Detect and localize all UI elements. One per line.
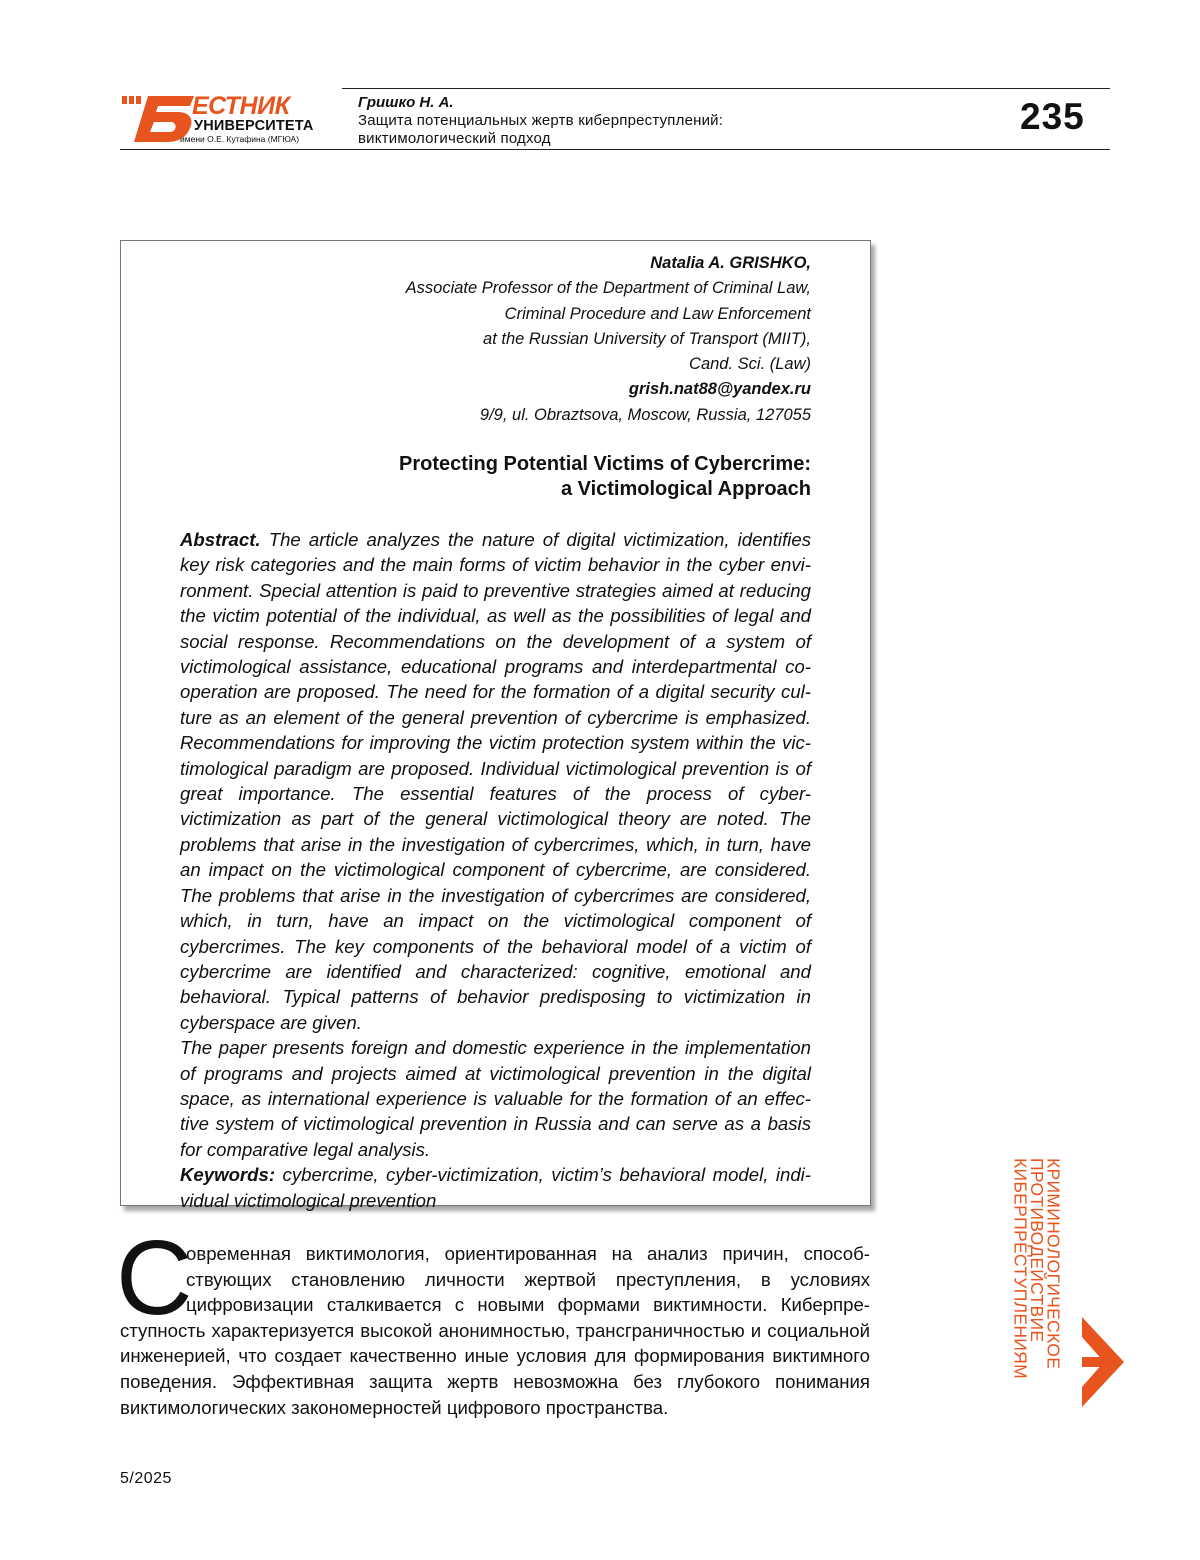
rubric-line-3: КИБЕРПРЕСТУПЛЕНИЯМ	[1012, 1158, 1029, 1379]
keywords-list: cybercrime, cyber-victimization, victim’s behavioral model, indi­vidual victimological prevention	[180, 1164, 811, 1210]
running-author: Гришко Н. А.	[358, 94, 454, 112]
body-paragraph-text: овременная виктимология, ориентированная на анализ причин, способ­ствующих становлению личности жертвой преступления, в условиях цифровизации сталкивается с новыми формами виктимности. Киберпре­ступность характеризуется высокой анонимностью, трансграничностью и соци­альной инженерией, что создает качественно иные условия для формирования виктимного поведения. Эффективная защита жертв невозможна без глубокого понимания виктимологических закономерностей цифрового пространства.	[120, 1243, 870, 1418]
body-paragraph	[120, 1241, 870, 1420]
running-title-line-2: виктимологический подход	[358, 130, 723, 148]
abstract-body: The article analyzes the nature of digital victimization, identifies key risk categories and the main forms of victim behavior in the cyber envi­ronment. Special attention is paid to preventive strategies aimed at reduc­ing the victim potential of the individual, as well as the possibilities of legal and social response. Recommendations on the development of a system of victimological assistance, educational programs and interdepartmental co­operation are proposed. The need for the formation of a digital security cul­ture as an element of the general prevention of cybercrime is emphasized. Recommendations for improving the victim protection system within the vic­timological paradigm are proposed. Individual victimological prevention is of great importance. The essential features of the process of cyber-victimization as part of the general victimological theory are noted. The problems that arise in the investigation of cybercrimes, which, in turn, have an impact on the victimological component of cybercrime, are considered. The problems that arise in the investigation of cybercrimes are considered, which, in turn, have an impact on the victimological component of cybercrimes. The key components of the behavioral model of a victim of cybercrime are identified and characterized: cognitive, emotional and behavioral. Typical patterns of behavior predisposing to victimization in cyberspace are given.	[180, 529, 811, 1033]
author-email[interactable]: grish.nat88@yandex.ru	[406, 377, 811, 402]
issue-number: 5/2025	[120, 1470, 172, 1488]
logo-title: ЕСТНИК	[192, 94, 289, 119]
author-position-line: Criminal Procedure and Law Enforcement	[406, 302, 811, 327]
paper-title-line-1: Protecting Potential Victims of Cybercrime:	[399, 452, 811, 477]
keywords-label: Keywords:	[180, 1164, 275, 1185]
paper-title	[399, 452, 811, 502]
logo-subtitle-2: имени О.Е. Кутафина (МГЮА)	[180, 134, 299, 144]
abstract-paragraph	[180, 527, 811, 1035]
author-name: Natalia A. GRISHKO,	[406, 251, 811, 276]
rubric-line-2: ПРОТИВОДЕЙСТВИЕ	[1029, 1158, 1046, 1379]
keywords	[180, 1162, 811, 1213]
author-address: 9/9, ul. Obraztsova, Moscow, Russia, 127055	[406, 403, 811, 428]
abstract-paragraph-2: The paper presents foreign and domestic experience in the implementation of programs and projects aimed at victimological prevention in the digital space, as international experience is valuable for the formation of an effec­tive system of victimological prevention in Russia and can serve as a basis for comparative legal analysis.	[180, 1035, 811, 1162]
page-number: 235	[1020, 97, 1085, 137]
author-degree: Cand. Sci. (Law)	[406, 352, 811, 377]
author-position-line: at the Russian University of Transport (MIIT),	[406, 327, 811, 352]
abstract-label: Abstract.	[180, 529, 261, 550]
rubric-line-1: КРИМИНОЛОГИЧЕСКОЕ	[1045, 1158, 1062, 1379]
abstract-box	[120, 240, 871, 1206]
section-rubric-text	[1012, 1158, 1062, 1379]
header-bottom-rule	[120, 149, 1110, 150]
drop-cap: С	[116, 1228, 193, 1328]
author-info	[406, 251, 811, 428]
drop-cap-spacer	[120, 1241, 186, 1317]
author-position-line: Associate Professor of the Department of Criminal Law,	[406, 276, 811, 301]
running-title	[358, 112, 723, 148]
section-rubric	[1012, 1158, 1068, 1418]
journal-logo	[120, 94, 320, 146]
running-title-line-1: Защита потенциальных жертв киберпреступлений:	[358, 112, 723, 130]
header-top-rule	[342, 88, 1110, 89]
paper-title-line-2: a Victimological Approach	[399, 477, 811, 502]
section-arrow-icon	[1078, 1313, 1128, 1411]
abstract	[180, 527, 811, 1213]
logo-subtitle: УНИВЕРСИТЕТА	[194, 118, 314, 134]
